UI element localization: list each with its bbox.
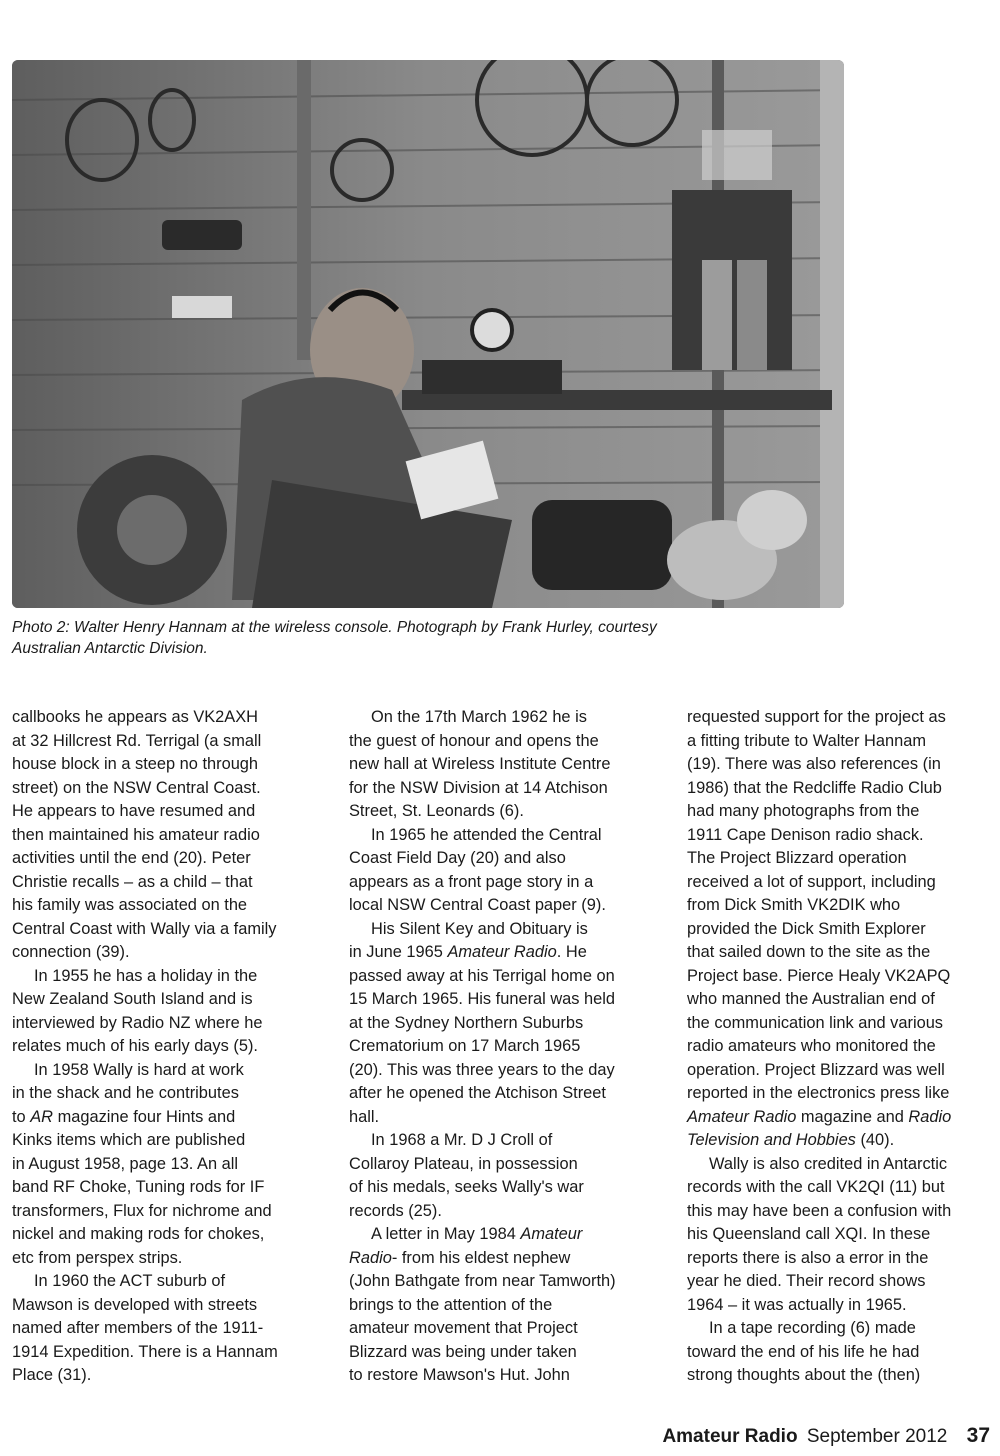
text-line: appears as a front page story in a <box>349 872 594 891</box>
paragraph <box>12 706 324 965</box>
text-line: In a tape recording (6) made <box>709 1319 916 1337</box>
text-line: (John Bathgate from near Tamworth) <box>349 1272 616 1290</box>
text-line: had many photographs from the <box>687 802 920 820</box>
article-column-3 <box>687 706 999 1388</box>
footer-magazine-title: Amateur Radio <box>662 1426 798 1447</box>
text-line: who manned the Australian end of <box>687 990 935 1008</box>
text-line: On the 17th March 1962 he is <box>371 708 587 726</box>
text-line: strong thoughts about the (then) <box>687 1366 921 1384</box>
text-line: radio amateurs who monitored the <box>687 1037 936 1055</box>
page-footer <box>662 1424 990 1448</box>
paragraph <box>687 1153 999 1318</box>
text-line: Blizzard was being under taken <box>349 1342 577 1361</box>
paragraph <box>12 1059 324 1271</box>
text-line: In 1965 he attended the Central <box>371 825 602 844</box>
text-line: New Zealand South Island and is <box>12 990 253 1008</box>
text-line: reports there is also a error in the <box>687 1248 929 1267</box>
text-line: In 1968 a Mr. D J Croll of <box>371 1131 553 1149</box>
text-line: this may have been a confusion with <box>687 1201 952 1220</box>
text-line: transformers, Flux for nichrome and <box>12 1201 272 1220</box>
text-line: He appears to have resumed and <box>12 802 256 820</box>
text-line: amateur movement that Project <box>349 1319 578 1337</box>
text-line: the guest of honour and opens the <box>349 731 599 750</box>
text-line: connection (39). <box>12 943 130 961</box>
paragraph <box>687 1317 999 1388</box>
text-line: Collaroy Plateau, in possession <box>349 1154 578 1173</box>
text-line: operation. Project Blizzard was well <box>687 1060 945 1079</box>
paragraph <box>349 824 661 918</box>
text-line: hall. <box>349 1107 380 1126</box>
paragraph <box>349 918 661 1130</box>
page-number: 37 <box>966 1424 990 1447</box>
text-line: toward the end of his life he had <box>687 1342 920 1361</box>
text-line: Kinks items which are published <box>12 1131 246 1149</box>
text-line: provided the Dick Smith Explorer <box>687 919 926 938</box>
paragraph <box>349 706 661 824</box>
article-column-2 <box>349 706 661 1388</box>
text-line: at 32 Hillcrest Rd. Terrigal (a small <box>12 731 262 750</box>
text-line: the communication link and various <box>687 1013 944 1032</box>
text-line: records with the call VK2QI (11) but <box>687 1178 945 1196</box>
text-line: after he opened the Atchison Street <box>349 1084 606 1102</box>
text-line: reported in the electronics press like <box>687 1084 950 1102</box>
text-line: 1911 Cape Denison radio shack. <box>687 825 924 844</box>
text-line: Amateur Radio magazine and Radio <box>687 1107 952 1126</box>
text-line: In 1960 the ACT suburb of <box>34 1272 226 1290</box>
text-line: from Dick Smith VK2DIK who <box>687 896 901 914</box>
text-line: in the shack and he contributes <box>12 1084 239 1102</box>
text-line: Mawson is developed with streets <box>12 1295 258 1314</box>
text-line: (19). There was also references (in <box>687 755 941 773</box>
text-line: Crematorium on 17 March 1965 <box>349 1037 581 1055</box>
text-line: In 1955 he has a holiday in the <box>34 966 258 985</box>
text-line: named after members of the 1911- <box>12 1319 264 1337</box>
text-line: requested support for the project as <box>687 708 946 726</box>
text-line: interviewed by Radio NZ where he <box>12 1013 263 1032</box>
text-line: nickel and making rods for chokes, <box>12 1225 265 1243</box>
text-line: a fitting tribute to Walter Hannam <box>687 731 926 750</box>
text-line: 1964 – it was actually in 1965. <box>687 1295 907 1314</box>
text-line: Street, St. Leonards (6). <box>349 802 524 820</box>
text-line: 15 March 1965. His funeral was held <box>349 990 616 1008</box>
text-line: Wally is also credited in Antarctic <box>709 1154 948 1173</box>
text-line: Coast Field Day (20) and also <box>349 849 566 867</box>
text-line: to AR magazine four Hints and <box>12 1107 236 1126</box>
footer-issue-date: September 2012 <box>806 1426 948 1447</box>
text-line: to restore Mawson's Hut. John <box>349 1366 570 1384</box>
text-line: 1914 Expedition. There is a Hannam <box>12 1342 278 1361</box>
text-line: then maintained his amateur radio <box>12 825 260 844</box>
text-line: year he died. Their record shows <box>687 1272 926 1290</box>
text-line: etc from perspex strips. <box>12 1248 183 1267</box>
text-line: street) on the NSW Central Coast. <box>12 778 261 797</box>
text-line: band RF Choke, Tuning rods for IF <box>12 1178 265 1196</box>
paragraph <box>12 1270 324 1388</box>
text-line: for the NSW Division at 14 Atchison <box>349 778 608 797</box>
text-line: relates much of his early days (5). <box>12 1037 258 1055</box>
text-line: of his medals, seeks Wally's war <box>349 1178 584 1196</box>
text-line: received a lot of support, including <box>687 872 936 891</box>
text-line: The Project Blizzard operation <box>687 849 907 867</box>
text-line: in June 1965 Amateur Radio. He <box>349 943 587 961</box>
text-line: new hall at Wireless Institute Centre <box>349 755 611 773</box>
text-line: at the Sydney Northern Suburbs <box>349 1013 584 1032</box>
text-line: In 1958 Wally is hard at work <box>34 1060 244 1079</box>
text-line: his Queensland call XQI. In these <box>687 1225 931 1243</box>
text-line: records (25). <box>349 1201 442 1220</box>
text-line: Project base. Pierce Healy VK2APQ <box>687 966 951 985</box>
text-line: his family was associated on the <box>12 896 248 914</box>
text-line: His Silent Key and Obituary is <box>371 919 588 938</box>
text-line: 1986) that the Redcliffe Radio Club <box>687 778 942 797</box>
text-line: activities until the end (20). Peter <box>12 849 251 867</box>
text-line: brings to the attention of the <box>349 1295 553 1314</box>
text-line: that sailed down to the site as the <box>687 943 931 961</box>
text-line: house block in a steep no through <box>12 755 259 773</box>
text-line: Central Coast with Wally via a family <box>12 919 277 938</box>
text-line: Christie recalls – as a child – that <box>12 872 253 891</box>
text-line: local NSW Central Coast paper (9). <box>349 896 606 914</box>
text-line: Television and Hobbies (40). <box>687 1131 895 1149</box>
text-line: Radio- from his eldest nephew <box>349 1248 571 1267</box>
text-line: passed away at his Terrigal home on <box>349 966 615 985</box>
text-line: in August 1958, page 13. An all <box>12 1154 239 1173</box>
text-line: (20). This was three years to the day <box>349 1060 615 1079</box>
paragraph <box>349 1223 661 1388</box>
paragraph <box>687 706 999 1153</box>
text-line: A letter in May 1984 Amateur <box>371 1225 583 1243</box>
text-line: Place (31). <box>12 1366 92 1384</box>
photo-walter-hannam <box>12 60 844 608</box>
article-column-1 <box>12 706 324 1388</box>
paragraph <box>349 1129 661 1223</box>
photo-caption: Photo 2: Walter Henry Hannam at the wireless console. Photograph by Frank Hurley, courtesy Australian Antarctic Division. <box>12 619 657 657</box>
paragraph <box>12 965 324 1059</box>
text-line: callbooks he appears as VK2AXH <box>12 708 259 726</box>
